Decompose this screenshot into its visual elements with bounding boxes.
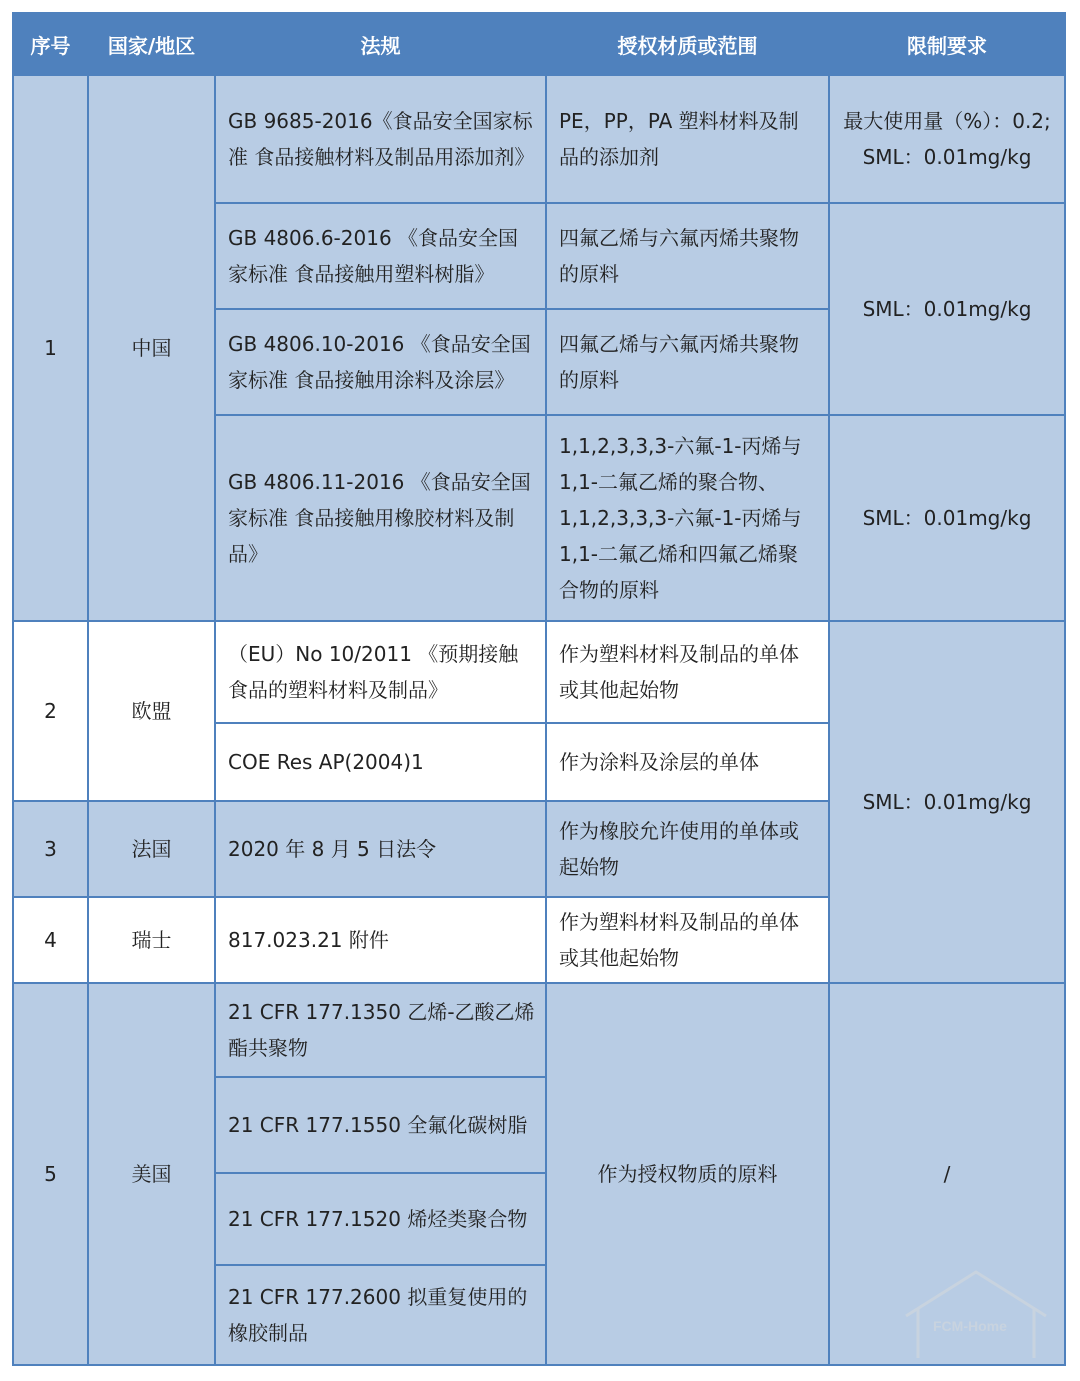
- table-row: [13, 75, 1065, 203]
- table-row: [13, 621, 1065, 723]
- regulation-cell: 21 CFR 177.1350 乙烯-乙酸乙烯酯共聚物: [215, 983, 546, 1077]
- scope-cell: 作为涂料及涂层的单体: [546, 723, 829, 801]
- regulation-cell: 21 CFR 177.1520 烯烃类聚合物: [215, 1173, 546, 1265]
- regulation-cell: 21 CFR 177.1550 全氟化碳树脂: [215, 1077, 546, 1173]
- row-country: 中国: [88, 75, 215, 621]
- regulation-cell: GB 4806.10-2016 《食品安全国家标准 食品接触用涂料及涂层》: [215, 309, 546, 415]
- scope-cell: PE，PP，PA 塑料材料及制品的添加剂: [546, 75, 829, 203]
- row-no: 3: [13, 801, 88, 897]
- regulation-cell: （EU）No 10/2011 《预期接触食品的塑料材料及制品》: [215, 621, 546, 723]
- table-row: [13, 983, 1065, 1077]
- watermark-text: FCM-Home: [933, 1318, 1007, 1334]
- regulation-cell: 2020 年 8 月 5 日法令: [215, 801, 546, 897]
- regulation-cell: 21 CFR 177.2600 拟重复使用的橡胶制品: [215, 1265, 546, 1365]
- scope-cell: 作为授权物质的原料: [546, 983, 829, 1365]
- limit-cell: SML：0.01mg/kg: [829, 415, 1065, 621]
- row-country: 欧盟: [88, 621, 215, 801]
- row-no: 1: [13, 75, 88, 621]
- header-scope: 授权材质或范围: [546, 13, 829, 75]
- limit-cell: SML：0.01mg/kg: [829, 203, 1065, 415]
- regulation-cell: COE Res AP(2004)1: [215, 723, 546, 801]
- scope-cell: 四氟乙烯与六氟丙烯共聚物的原料: [546, 309, 829, 415]
- header-country: 国家/地区: [88, 13, 215, 75]
- row-country: 瑞士: [88, 897, 215, 983]
- header-row: [13, 13, 1065, 75]
- header-limit: 限制要求: [829, 13, 1065, 75]
- row-no: 4: [13, 897, 88, 983]
- scope-cell: 作为塑料材料及制品的单体或其他起始物: [546, 897, 829, 983]
- row-country: 美国: [88, 983, 215, 1365]
- header-regulation: 法规: [215, 13, 546, 75]
- row-no: 2: [13, 621, 88, 801]
- scope-cell: 作为橡胶允许使用的单体或起始物: [546, 801, 829, 897]
- regulation-cell: GB 9685-2016《食品安全国家标准 食品接触材料及制品用添加剂》: [215, 75, 546, 203]
- limit-cell: /: [829, 983, 1065, 1365]
- header-no: 序号: [13, 13, 88, 75]
- regulation-table: [12, 12, 1066, 1366]
- scope-cell: 作为塑料材料及制品的单体或其他起始物: [546, 621, 829, 723]
- scope-cell: 1,1,2,3,3,3-六氟-1-丙烯与1,1-二氟乙烯的聚合物、1,1,2,3,3,3-六氟-1-丙烯与1,1-二氟乙烯和四氟乙烯聚合物的原料: [546, 415, 829, 621]
- limit-cell: SML：0.01mg/kg: [829, 621, 1065, 983]
- limit-cell: 最大使用量（%）：0.2; SML：0.01mg/kg: [829, 75, 1065, 203]
- row-country: 法国: [88, 801, 215, 897]
- regulation-cell: 817.023.21 附件: [215, 897, 546, 983]
- row-no: 5: [13, 983, 88, 1365]
- regulation-cell: GB 4806.6-2016 《食品安全国家标准 食品接触用塑料树脂》: [215, 203, 546, 309]
- scope-cell: 四氟乙烯与六氟丙烯共聚物的原料: [546, 203, 829, 309]
- house-watermark-icon: [900, 1268, 1050, 1360]
- regulation-cell: GB 4806.11-2016 《食品安全国家标准 食品接触用橡胶材料及制品》: [215, 415, 546, 621]
